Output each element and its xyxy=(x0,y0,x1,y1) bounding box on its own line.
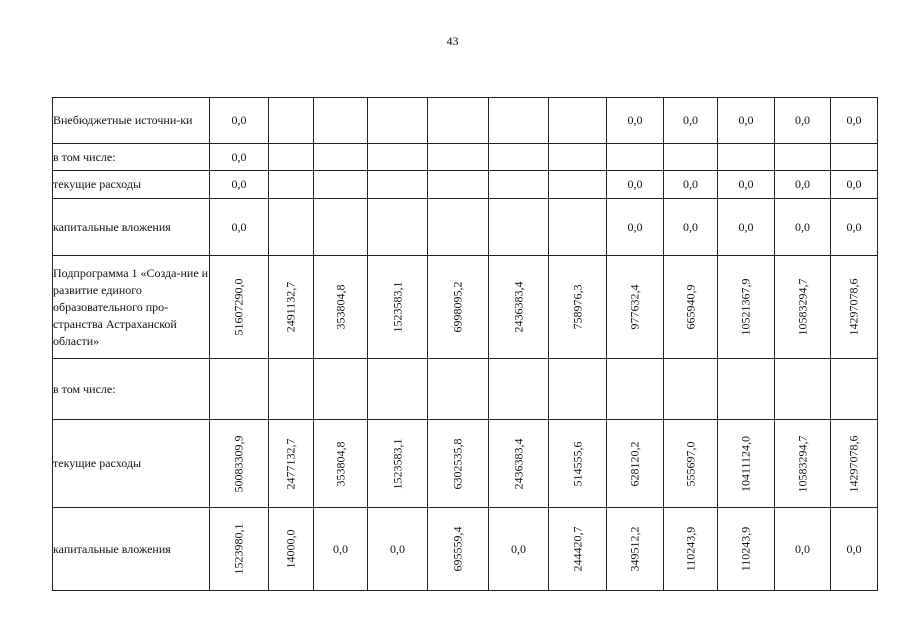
table-cell xyxy=(664,256,718,359)
table-cell xyxy=(718,144,775,171)
table-cell xyxy=(428,420,489,508)
table-cell xyxy=(549,199,607,256)
table-cell xyxy=(314,199,368,256)
cell-value: 10583294,7 xyxy=(795,278,809,336)
cell-value: 1523583,1 xyxy=(390,281,404,333)
table-cell xyxy=(428,144,489,171)
table-cell xyxy=(314,98,368,144)
table-cell xyxy=(428,171,489,199)
table-cell xyxy=(489,420,549,508)
row-label: Подпрограмма 1 «Созда-ние и развитие единого образовательного про-странства Астраханской области» xyxy=(53,256,210,359)
cell-value: 514555,6 xyxy=(570,441,584,486)
cell-value: 14000,0 xyxy=(283,529,298,569)
cell-value: 1523980,1 xyxy=(231,523,246,575)
table-cell xyxy=(489,171,549,199)
cell-value: 0,0 xyxy=(795,219,810,234)
table-cell xyxy=(269,98,314,144)
table-cell xyxy=(368,359,428,420)
table-cell xyxy=(549,420,607,508)
cell-value: 10411124,0 xyxy=(738,435,753,492)
table-cell xyxy=(368,256,428,359)
table-cell xyxy=(549,98,607,144)
table-cell xyxy=(607,359,664,420)
table-cell xyxy=(314,359,368,420)
row-label: капитальные вложения xyxy=(53,508,210,591)
table-cell xyxy=(549,359,607,420)
table-cell xyxy=(489,256,549,359)
table-cell xyxy=(607,508,664,591)
table-row xyxy=(53,144,878,171)
cell-value: 2491132,7 xyxy=(283,281,298,333)
table-cell xyxy=(489,98,549,144)
table-row xyxy=(53,256,878,359)
table-cell xyxy=(269,199,314,256)
table-cell xyxy=(549,144,607,171)
cell-value: 0,0 xyxy=(231,219,247,234)
table-cell xyxy=(428,508,489,591)
table-cell xyxy=(664,420,718,508)
cell-value: 110243,9 xyxy=(738,526,753,572)
table-row xyxy=(53,98,878,144)
table-row xyxy=(53,171,878,199)
table-cell xyxy=(775,420,831,508)
table-cell xyxy=(210,359,269,420)
table-cell xyxy=(368,98,428,144)
table-cell xyxy=(718,98,775,144)
table-cell xyxy=(428,256,489,359)
cell-value: 244420,7 xyxy=(570,526,584,572)
table-cell xyxy=(210,508,269,591)
cell-value: 695559,4 xyxy=(450,526,465,572)
cell-value: 353804,8 xyxy=(333,441,347,486)
table-cell xyxy=(664,144,718,171)
table-cell xyxy=(831,420,878,508)
table-cell xyxy=(607,171,664,199)
table-cell xyxy=(607,199,664,256)
table-cell xyxy=(664,171,718,199)
table-cell xyxy=(549,256,607,359)
table-cell xyxy=(210,199,269,256)
cell-value: 0,0 xyxy=(511,541,526,556)
cell-value: 758976,3 xyxy=(570,284,584,330)
table-cell xyxy=(489,508,549,591)
table-cell xyxy=(831,144,878,171)
table-cell xyxy=(775,508,831,591)
cell-value: 0,0 xyxy=(846,113,862,127)
table-cell xyxy=(368,199,428,256)
table-cell xyxy=(368,171,428,199)
table-cell xyxy=(607,144,664,171)
cell-value: 353804,8 xyxy=(333,284,347,330)
table-row xyxy=(53,508,878,591)
cell-value: 2436383,4 xyxy=(511,438,525,489)
cell-value: 0,0 xyxy=(795,541,810,556)
cell-value: 2436383,4 xyxy=(511,281,525,333)
table-cell xyxy=(489,359,549,420)
table-cell xyxy=(831,256,878,359)
table-cell xyxy=(607,98,664,144)
cell-value: 0,0 xyxy=(627,113,643,127)
table-cell xyxy=(314,420,368,508)
cell-value: 0,0 xyxy=(683,219,698,234)
row-label: в том числе: xyxy=(53,144,210,171)
budget-table xyxy=(52,97,878,591)
table-cell xyxy=(428,199,489,256)
cell-value: 349512,2 xyxy=(627,526,642,572)
cell-value: 1523583,1 xyxy=(390,438,404,489)
cell-value: 110243,9 xyxy=(683,526,697,572)
cell-value: 0,0 xyxy=(795,177,810,191)
table-cell xyxy=(489,199,549,256)
table-cell xyxy=(210,171,269,199)
table-cell xyxy=(314,171,368,199)
cell-value: 0,0 xyxy=(738,177,754,191)
cell-value: 555697,0 xyxy=(683,441,697,486)
cell-value: 14297078,6 xyxy=(846,435,861,492)
table-cell xyxy=(775,199,831,256)
table-cell xyxy=(664,98,718,144)
table-cell xyxy=(368,420,428,508)
table-cell xyxy=(775,144,831,171)
row-label: текущие расходы xyxy=(53,171,210,199)
row-label: текущие расходы xyxy=(53,420,210,508)
table-cell xyxy=(718,199,775,256)
cell-value: 50083309,9 xyxy=(231,435,246,492)
cell-value: 51607290,0 xyxy=(231,278,246,336)
table-cell xyxy=(428,98,489,144)
table-cell xyxy=(775,171,831,199)
table-cell xyxy=(314,144,368,171)
table-cell xyxy=(210,144,269,171)
table-cell xyxy=(549,508,607,591)
cell-value: 0,0 xyxy=(846,219,862,234)
table-cell xyxy=(428,359,489,420)
cell-value: 14297078,6 xyxy=(846,278,861,336)
table-cell xyxy=(718,256,775,359)
table-row xyxy=(53,420,878,508)
table-cell xyxy=(210,256,269,359)
table-cell xyxy=(210,420,269,508)
cell-value: 0,0 xyxy=(846,541,862,556)
cell-value: 0,0 xyxy=(795,113,810,127)
table-cell xyxy=(368,508,428,591)
table-cell xyxy=(607,420,664,508)
table-cell xyxy=(269,256,314,359)
table-cell xyxy=(314,256,368,359)
table-cell xyxy=(269,359,314,420)
cell-value: 6998095,2 xyxy=(450,281,465,333)
table-cell xyxy=(718,420,775,508)
cell-value: 0,0 xyxy=(390,541,405,556)
row-label: Внебюджетные источни-ки xyxy=(53,98,210,144)
cell-value: 0,0 xyxy=(846,177,862,191)
cell-value: 0,0 xyxy=(231,149,247,164)
cell-value: 10521367,9 xyxy=(738,278,753,336)
table-cell xyxy=(269,508,314,591)
table-cell xyxy=(269,144,314,171)
table-cell xyxy=(775,359,831,420)
cell-value: 0,0 xyxy=(738,113,754,127)
cell-value: 665940,9 xyxy=(683,284,697,330)
cell-value: 0,0 xyxy=(627,177,643,191)
table-cell xyxy=(664,359,718,420)
row-label: в том числе: xyxy=(53,359,210,420)
table-cell xyxy=(314,508,368,591)
table-cell xyxy=(489,144,549,171)
table-cell xyxy=(831,508,878,591)
cell-value: 6302535,8 xyxy=(450,438,465,489)
table-cell xyxy=(549,171,607,199)
table-cell xyxy=(664,199,718,256)
table-cell xyxy=(831,199,878,256)
cell-value: 0,0 xyxy=(231,177,247,191)
cell-value: 628120,2 xyxy=(627,441,642,486)
table-cell xyxy=(718,359,775,420)
cell-value: 0,0 xyxy=(683,177,698,191)
table-cell xyxy=(775,256,831,359)
table-cell xyxy=(831,98,878,144)
table-cell xyxy=(664,508,718,591)
cell-value: 0,0 xyxy=(683,113,698,127)
table-cell xyxy=(831,171,878,199)
table-row xyxy=(53,199,878,256)
cell-value: 0,0 xyxy=(627,219,643,234)
table-cell xyxy=(831,359,878,420)
table-cell xyxy=(269,171,314,199)
table-cell xyxy=(368,144,428,171)
cell-value: 10583294,7 xyxy=(795,435,809,492)
row-label: капитальные вложения xyxy=(53,199,210,256)
cell-value: 977632,4 xyxy=(627,284,642,330)
table-cell xyxy=(718,508,775,591)
cell-value: 0,0 xyxy=(231,113,247,127)
table-cell xyxy=(718,171,775,199)
table-cell xyxy=(210,98,269,144)
table-cell xyxy=(607,256,664,359)
cell-value: 0,0 xyxy=(738,219,754,234)
table-cell xyxy=(269,420,314,508)
table-row xyxy=(53,359,878,420)
cell-value: 0,0 xyxy=(333,541,348,556)
table-cell xyxy=(775,98,831,144)
cell-value: 2477132,7 xyxy=(283,438,298,489)
page-number: 43 xyxy=(446,34,459,48)
